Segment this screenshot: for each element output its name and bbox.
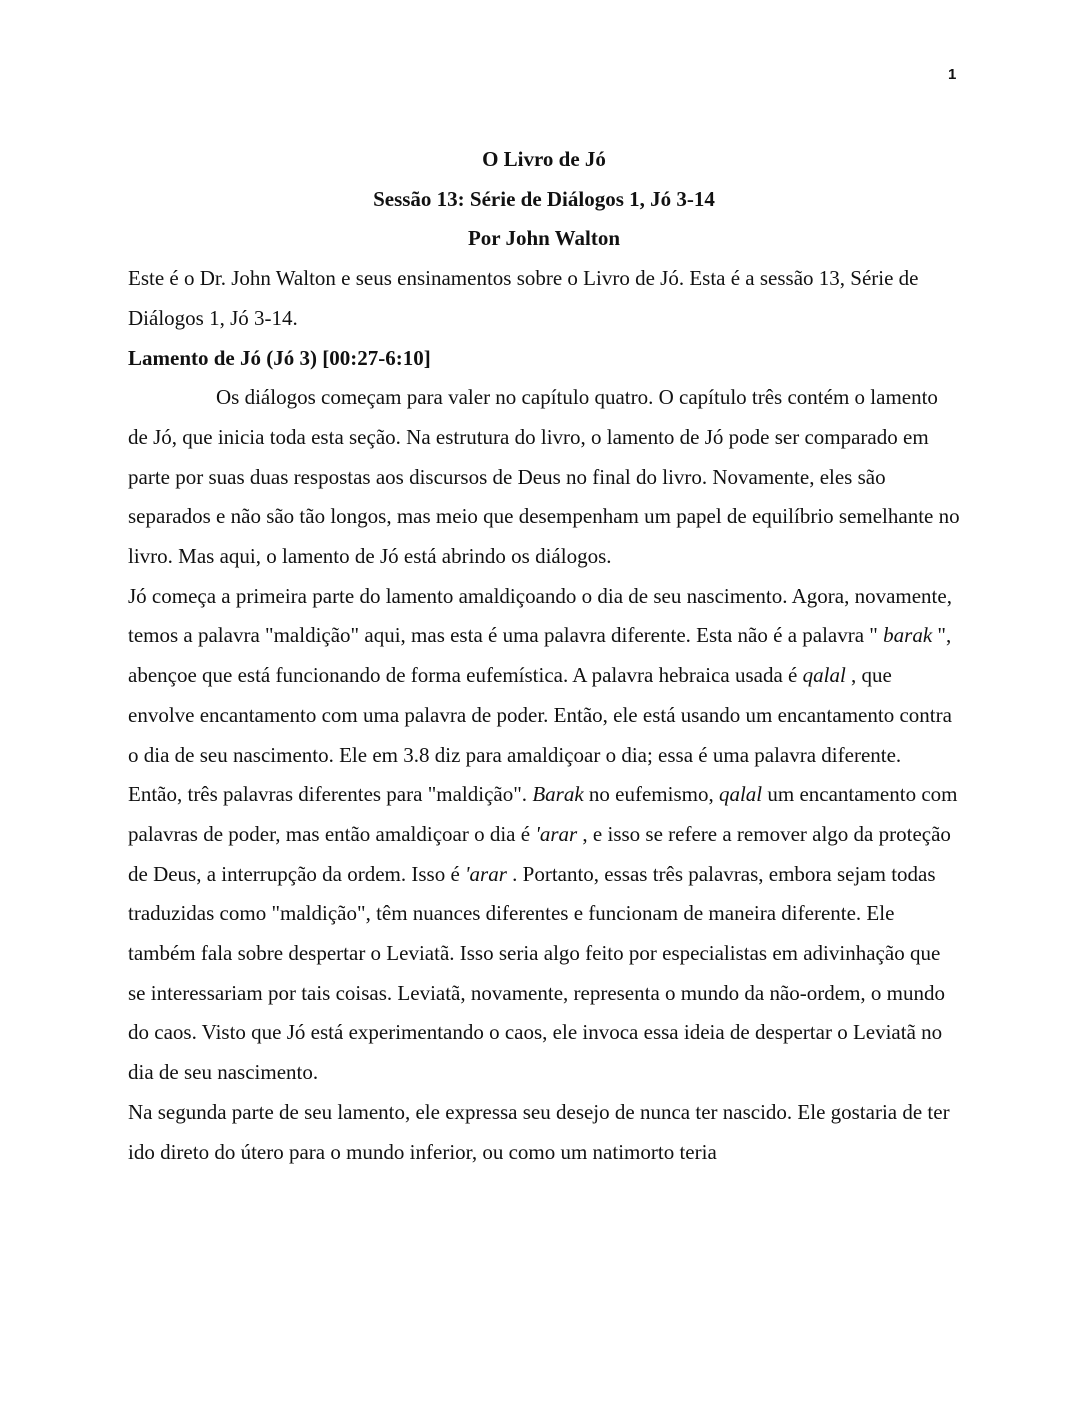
paragraph-2-text: , e isso se refere a remover algo da proteção de Deus, a interrupção da ordem. Isso é bbox=[128, 821, 951, 886]
document-title: O Livro de Jó bbox=[482, 147, 606, 171]
term-qalal: qalal bbox=[718, 782, 763, 807]
paragraph-2-text: um encantamento com palavras de poder, mas então amaldiçoar o dia é bbox=[128, 782, 958, 846]
term-barak: barak bbox=[883, 623, 933, 648]
page-number: 1 bbox=[948, 66, 957, 83]
paragraph-1: Os diálogos começam para valer no capítulo quatro. O capítulo três contém o lamento de Jó, que inicia toda esta seção. Na estrutura do livro, o lamento de Jó pode ser comparado em parte por suas duas respostas aos discursos de Deus no final do livro. Novamente, eles são separados e não são tão longos, mas meio que desempenham um papel de equilíbrio semelhante no livro. Mas aqui, o lamento de Jó está abrindo os diálogos. bbox=[128, 385, 960, 569]
term-barak: Barak bbox=[532, 782, 584, 807]
author-line: Por John Walton bbox=[467, 226, 621, 251]
paragraph-2-text: . Portanto, essas três palavras, embora sejam todas traduzidas como "maldição", têm nuances diferentes e funcionam de maneira diferente. Ele também fala sobre despertar o Leviatã. Isso seria algo feito por especialistas em adivinhação que se interessariam por tais coisas. Leviatã, novamente, representa o mundo da não-ordem, o mundo do caos. Visto que Jó está experimentando o caos, ele invoca essa ideia de despertar o Leviatã no dia de seu nascimento. bbox=[128, 861, 945, 1085]
section-heading: Lamento de Jó (Jó 3) [00:27-6:10] bbox=[128, 345, 431, 370]
paragraph-2 bbox=[128, 577, 960, 1093]
paragraph-2-text: ", abençoe que está funcionando de forma eufemística. A palavra hebraica usada é bbox=[128, 623, 952, 688]
term-arar: 'arar bbox=[465, 861, 507, 886]
term-qalal: qalal bbox=[802, 663, 846, 688]
document-body bbox=[128, 140, 960, 1172]
paragraph-3: Na segunda parte de seu lamento, ele expressa seu desejo de nunca ter nascido. Ele gostaria de ter ido direto do útero para o mundo inferior, ou como um natimorto teria bbox=[128, 1099, 950, 1164]
paragraph-2-text: no eufemismo, bbox=[583, 782, 719, 807]
session-subtitle: Sessão 13: Série de Diálogos 1, Jó 3-14 bbox=[373, 186, 715, 211]
paragraph-2-text: , que envolve encantamento com uma palavra de poder. Então, ele está usando um encantamento contra o dia de seu nascimento. Ele em 3.8 diz para amaldiçoar o dia; essa é uma palavra diferente. Então, três palavras diferentes para "maldição". bbox=[128, 663, 952, 807]
intro-paragraph: Este é o Dr. John Walton e seus ensinamentos sobre o Livro de Jó. Esta é a sessão 13, Série de Diálogos 1, Jó 3-14. bbox=[128, 266, 919, 330]
term-arar: 'arar bbox=[535, 821, 578, 846]
title-block bbox=[128, 140, 960, 259]
paragraph-2-text: Jó começa a primeira parte do lamento amaldiçoando o dia de seu nascimento. Agora, novamente, temos a palavra "maldição" aqui, mas esta é uma palavra diferente. Esta não é a palavra " bbox=[128, 583, 952, 648]
